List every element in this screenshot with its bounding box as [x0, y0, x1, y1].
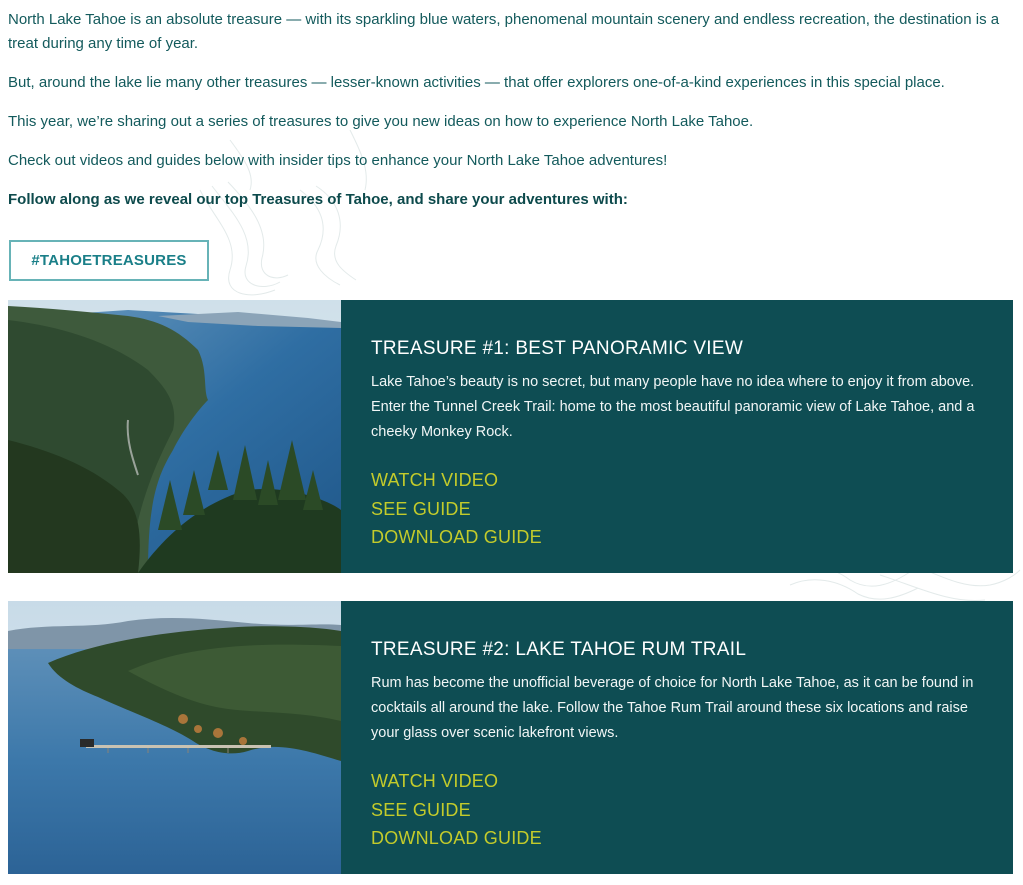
intro-paragraph-4: Check out videos and guides below with insider tips to enhance your North Lake Tahoe adventures!	[8, 152, 668, 169]
treasure-1-photo	[8, 300, 341, 573]
treasure-2-panel	[341, 601, 1013, 874]
intro-section	[8, 8, 1013, 227]
treasure-2-photo	[8, 601, 341, 874]
treasure-1-watch-video-link[interactable]: WATCH VIDEO	[371, 470, 499, 490]
treasure-2-description: Rum has become the unofficial beverage of choice for North Lake Tahoe, as it can be found in cocktails all around the lake. Follow the Tahoe Rum Trail around these six locations and raise your glass over scenic lakefront views.	[371, 675, 974, 741]
treasure-1-title: TREASURE #1: BEST PANORAMIC VIEW	[371, 338, 744, 359]
treasure-card-1	[8, 300, 1013, 573]
treasure-1-see-guide-link[interactable]: SEE GUIDE	[371, 498, 471, 519]
treasure-2-see-guide-link[interactable]: SEE GUIDE	[371, 799, 471, 820]
intro-callout: Follow along as we reveal our top Treasures of Tahoe, and share your adventures with:	[8, 191, 628, 208]
treasure-card-2	[8, 601, 1013, 874]
treasure-1-panel	[341, 300, 1013, 573]
treasure-2-watch-video-link[interactable]: WATCH VIDEO	[371, 771, 499, 791]
treasure-2-download-guide-link[interactable]: DOWNLOAD GUIDE	[371, 828, 542, 848]
treasure-2-title: TREASURE #2: LAKE TAHOE RUM TRAIL	[371, 639, 747, 660]
hashtag-button[interactable]: #TAHOETREASURES	[9, 240, 209, 281]
treasure-1-description: Lake Tahoe’s beauty is no secret, but many people have no idea where to enjoy it from above. Enter the Tunnel Creek Trail: home to the most beautiful panoramic view of Lake Tahoe, and a cheeky Monkey Rock.	[371, 374, 975, 440]
intro-paragraph-2: But, around the lake lie many other treasures — lesser-known activities — that offer explorers one-of-a-kind experiences in this special place.	[8, 74, 945, 91]
intro-paragraph-3: This year, we’re sharing out a series of treasures to give you new ideas on how to experience North Lake Tahoe.	[8, 113, 754, 130]
treasure-1-download-guide-link[interactable]: DOWNLOAD GUIDE	[371, 527, 542, 547]
intro-paragraph-1: North Lake Tahoe is an absolute treasure — with its sparkling blue waters, phenomenal mountain scenery and endless recreation, the destination is a treat during any time of year.	[8, 11, 1000, 52]
